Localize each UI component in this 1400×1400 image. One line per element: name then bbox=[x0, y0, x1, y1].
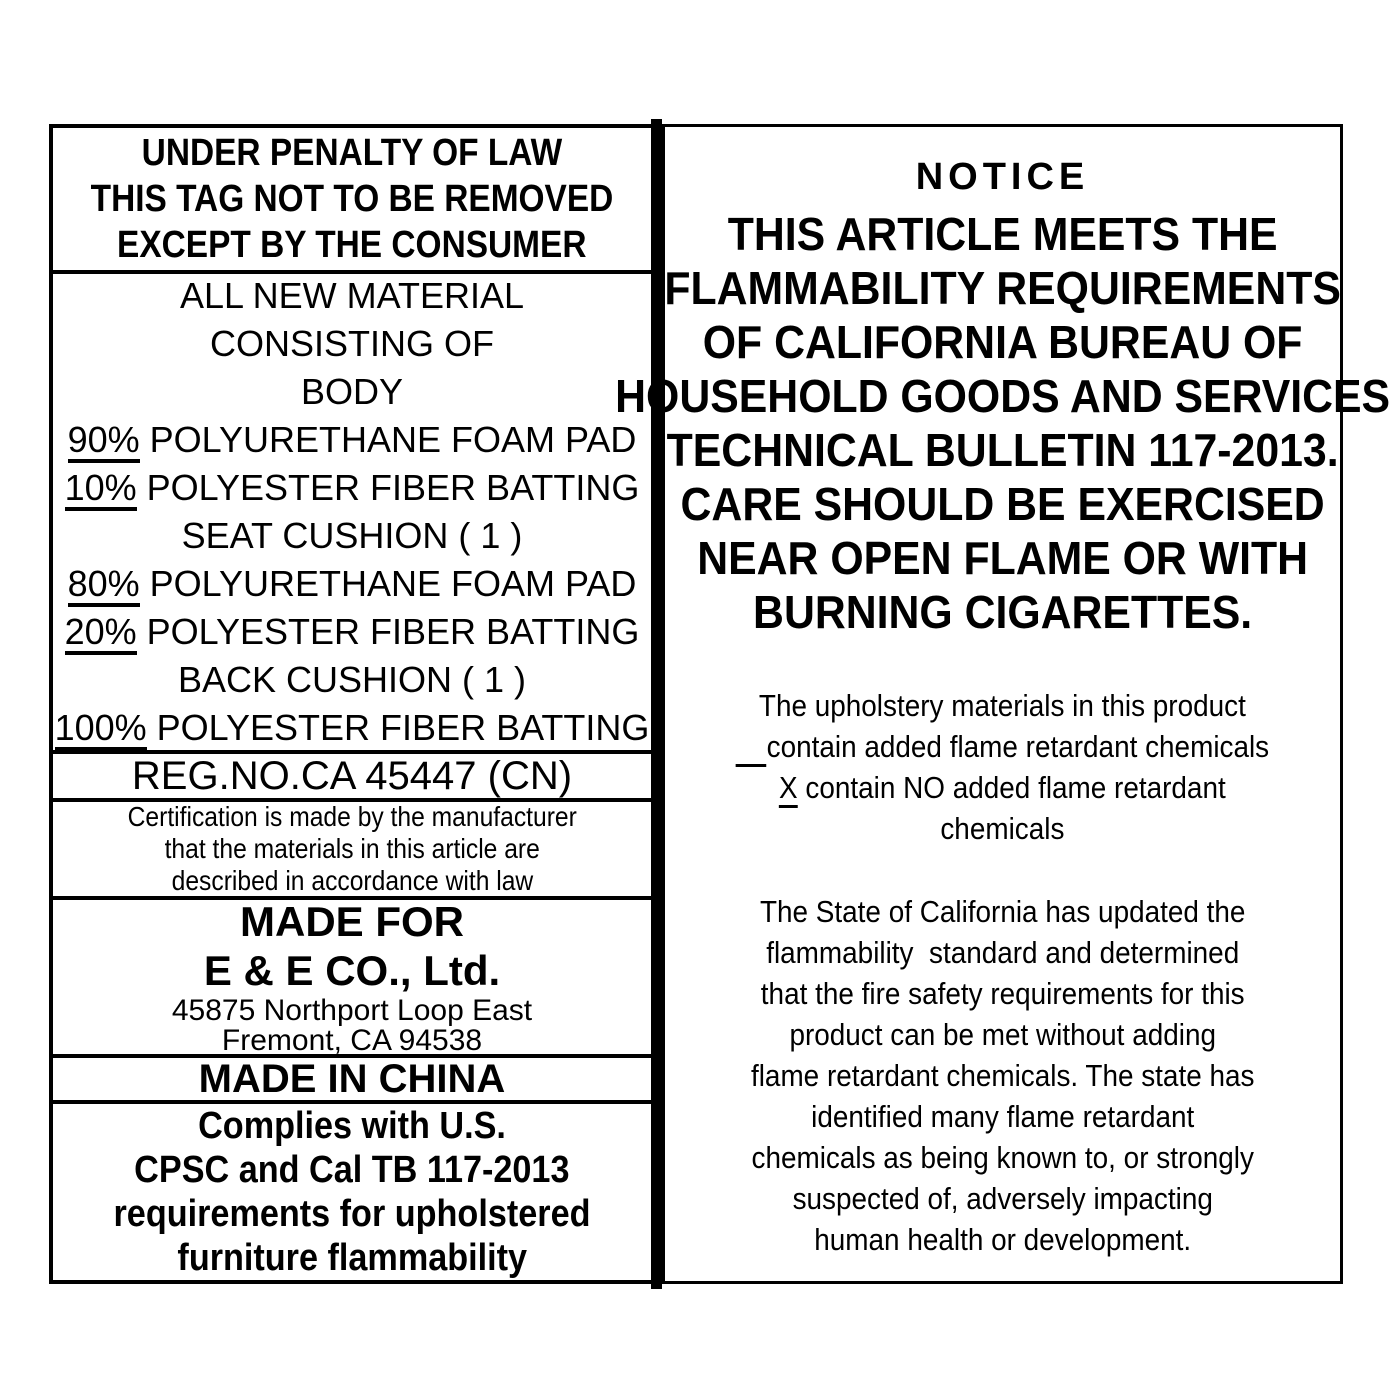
notice-statement-block bbox=[586, 207, 1400, 639]
materials-text: BACK CUSHION ( 1 ) bbox=[177, 659, 527, 700]
company-name: E & E CO., Ltd. bbox=[203, 947, 501, 994]
state-update-line: flammability standard and determined bbox=[765, 935, 1239, 970]
percentage-underline: 90% bbox=[68, 422, 140, 463]
compliance-line: Complies with U.S. bbox=[198, 1105, 506, 1147]
percentage-underline: 10% bbox=[65, 470, 137, 511]
materials-line bbox=[68, 416, 637, 464]
materials-line bbox=[301, 368, 403, 416]
materials-line bbox=[182, 512, 523, 560]
notice-line: HOUSEHOLD GOODS AND SERVICES bbox=[615, 370, 1390, 422]
penalty-line: THIS TAG NOT TO BE REMOVED bbox=[90, 178, 614, 220]
flame-retardant-text: contain added flame retardant chemicals bbox=[766, 729, 1270, 764]
company-address-street: 45875 Northport Loop East bbox=[171, 994, 533, 1027]
materials-text: SEAT CUSHION ( 1 ) bbox=[181, 515, 523, 556]
penalty-line: UNDER PENALTY OF LAW bbox=[141, 132, 563, 174]
state-update-line: identified many flame retardant bbox=[810, 1099, 1195, 1134]
made-for-section bbox=[53, 900, 651, 1058]
compliance-line: CPSC and Cal TB 117-2013 bbox=[134, 1149, 570, 1191]
materials-text: POLYESTER FIBER BATTING bbox=[136, 467, 640, 508]
checkbox-underline bbox=[736, 731, 767, 767]
materials-text: ALL NEW MATERIAL bbox=[179, 275, 525, 316]
checkbox-underline: X bbox=[779, 772, 798, 808]
flame-retardant-text: The upholstery materials in this product bbox=[759, 688, 1246, 723]
notice-line: OF CALIFORNIA BUREAU OF bbox=[702, 316, 1303, 368]
materials-text: POLYESTER FIBER BATTING bbox=[146, 707, 650, 748]
notice-line: NEAR OPEN FLAME OR WITH bbox=[697, 532, 1308, 584]
notice-line: FLAMMABILITY REQUIREMENTS bbox=[664, 262, 1341, 314]
state-update-line: chemicals as being known to, or strongly bbox=[751, 1140, 1254, 1175]
made-in-section bbox=[53, 1058, 651, 1104]
state-update-line: product can be met without adding bbox=[789, 1017, 1216, 1052]
country-of-origin: MADE IN CHINA bbox=[198, 1057, 506, 1101]
percentage-underline: 100% bbox=[55, 710, 147, 751]
state-update-line: human health or development. bbox=[814, 1222, 1191, 1257]
flame-retardant-line bbox=[736, 767, 1270, 808]
materials-text: CONSISTING OF bbox=[209, 323, 494, 364]
company-address-city: Fremont, CA 94538 bbox=[221, 1024, 483, 1057]
state-update-line: that the fire safety requirements for this bbox=[760, 976, 1245, 1011]
registration-number: REG.NO.CA 45447 (CN) bbox=[131, 754, 573, 798]
state-update-line: suspected of, adversely impacting bbox=[792, 1181, 1213, 1216]
notice-line: BURNING CIGARETTES. bbox=[752, 586, 1253, 638]
materials-text: POLYESTER FIBER BATTING bbox=[136, 611, 640, 652]
flame-retardant-declaration-block bbox=[706, 685, 1299, 849]
materials-line bbox=[68, 560, 637, 608]
materials-line bbox=[180, 272, 524, 320]
flame-retardant-line bbox=[736, 726, 1270, 767]
right-notice-panel bbox=[615, 124, 1390, 1284]
materials-line bbox=[55, 704, 650, 752]
percentage-underline: 20% bbox=[65, 614, 137, 655]
flame-retardant-line bbox=[736, 685, 1270, 726]
materials-line bbox=[65, 608, 640, 656]
state-update-line: flame retardant chemicals. The state has bbox=[750, 1058, 1255, 1093]
materials-text: BODY bbox=[300, 371, 404, 412]
certification-line: Certification is made by the manufacturer bbox=[127, 801, 577, 832]
made-for-label: MADE FOR bbox=[240, 898, 464, 945]
notice-title: NOTICE bbox=[915, 156, 1090, 198]
materials-text: POLYURETHANE FOAM PAD bbox=[139, 419, 637, 460]
penalty-line: EXCEPT BY THE CONSUMER bbox=[117, 224, 587, 266]
state-update-line: The State of California has updated the bbox=[759, 894, 1246, 929]
left-law-tag-panel bbox=[49, 124, 655, 1284]
materials-section bbox=[53, 274, 651, 754]
compliance-line: furniture flammability bbox=[177, 1237, 527, 1279]
registration-number-section bbox=[53, 754, 651, 802]
flame-retardant-line bbox=[736, 808, 1270, 849]
compliance-line: requirements for upholstered bbox=[113, 1193, 591, 1235]
notice-line: CARE SHOULD BE EXERCISED bbox=[680, 478, 1325, 530]
flame-retardant-text: contain NO added flame retardant bbox=[797, 770, 1226, 805]
percentage-underline: 80% bbox=[68, 566, 140, 607]
certification-section bbox=[53, 802, 651, 900]
certification-line: that the materials in this article are bbox=[164, 833, 540, 864]
penalty-section bbox=[53, 128, 651, 274]
materials-line bbox=[178, 656, 526, 704]
notice-line: THIS ARTICLE MEETS THE bbox=[727, 208, 1278, 260]
notice-line: TECHNICAL BULLETIN 117-2013. bbox=[666, 424, 1339, 476]
flame-retardant-text: chemicals bbox=[940, 811, 1065, 846]
materials-line bbox=[210, 320, 494, 368]
state-update-block bbox=[723, 891, 1282, 1260]
materials-text: POLYURETHANE FOAM PAD bbox=[139, 563, 637, 604]
compliance-section bbox=[53, 1104, 651, 1280]
certification-line: described in accordance with law bbox=[171, 865, 533, 896]
materials-line bbox=[65, 464, 640, 512]
